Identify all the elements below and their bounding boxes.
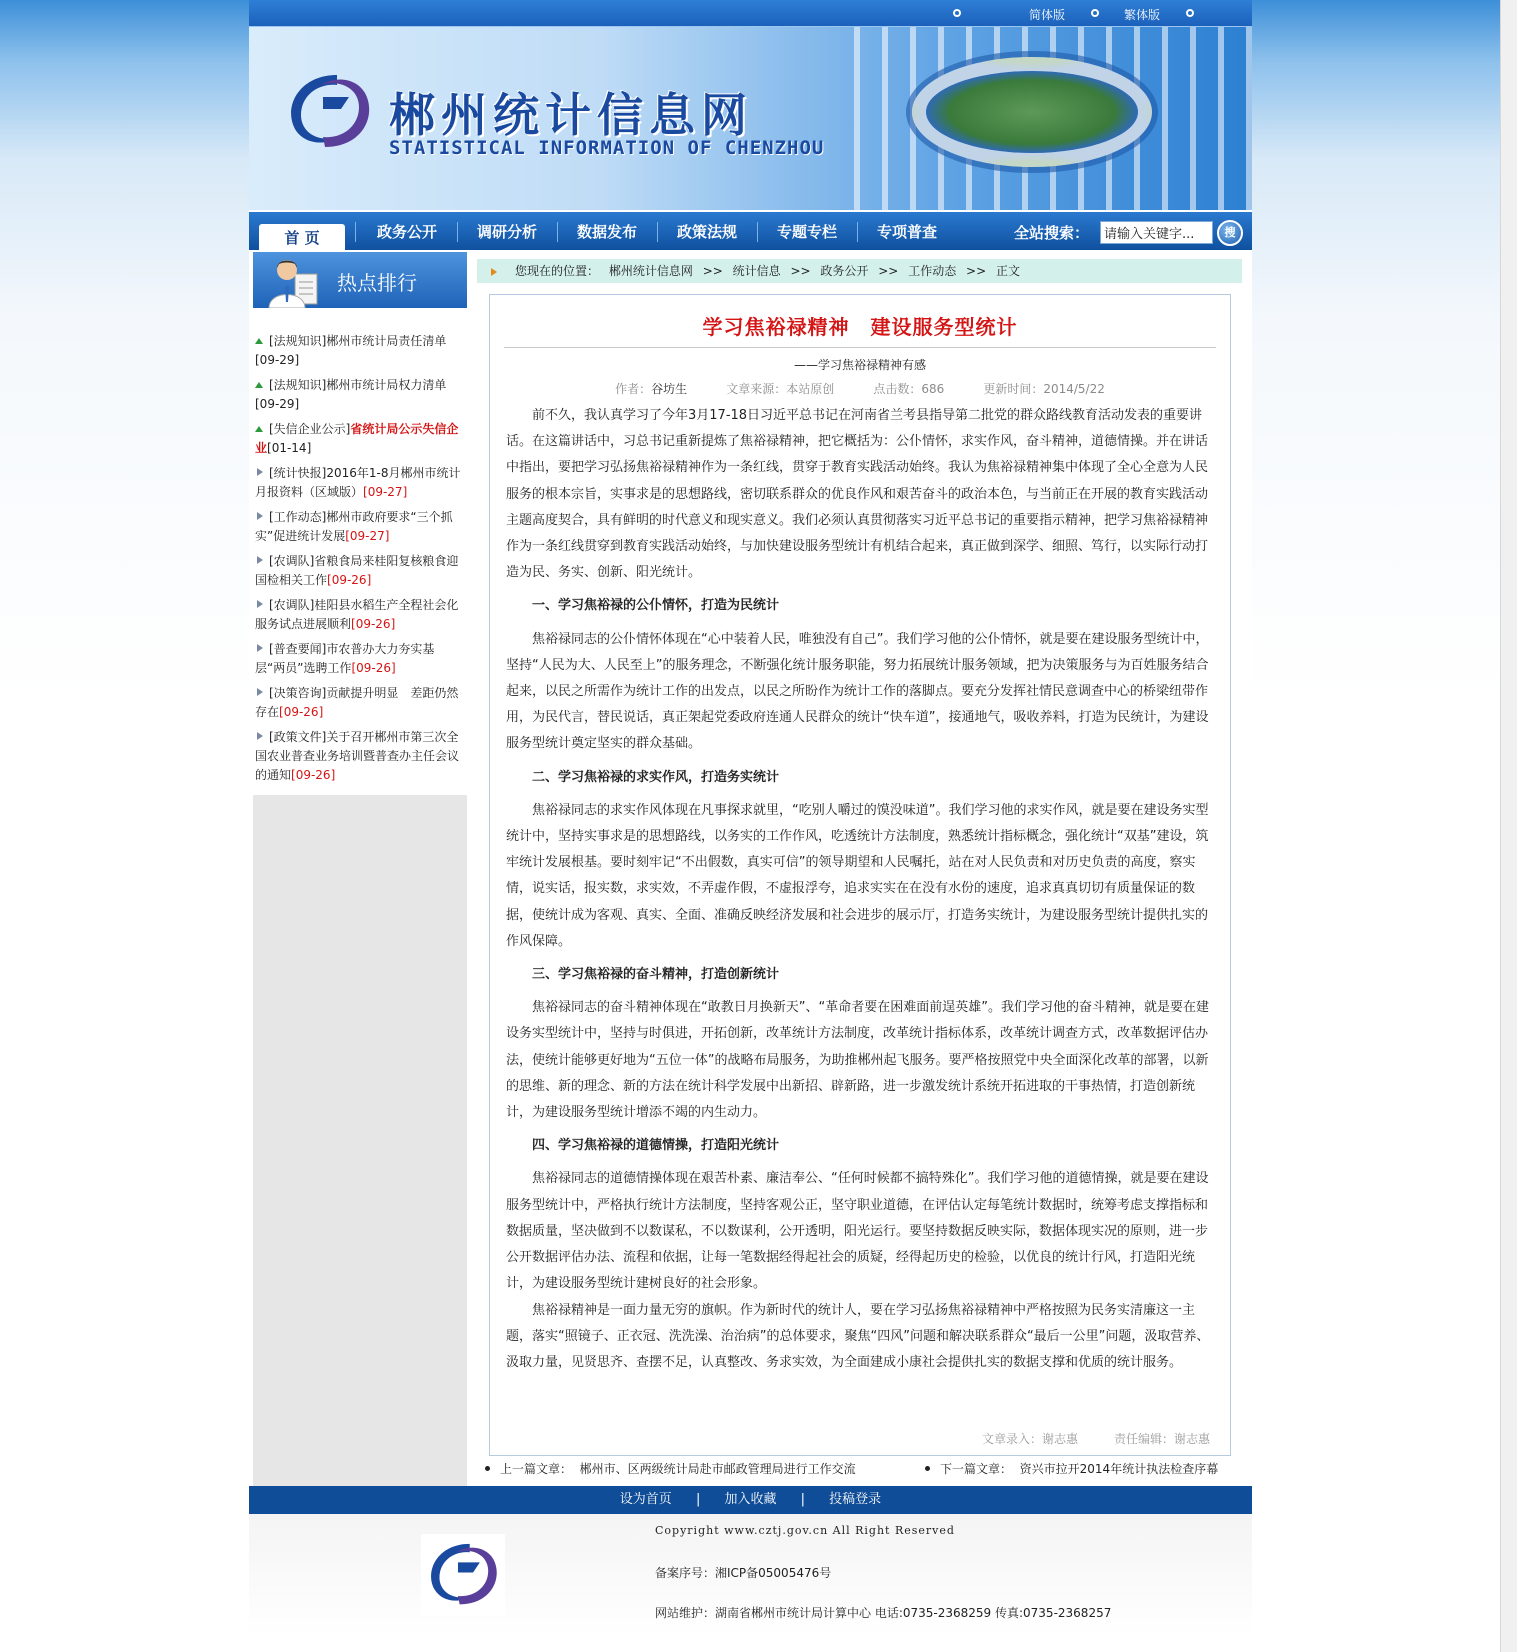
list-item[interactable]: [统计快报]2016年1-8月郴州市统计月报资料（区域版）[09-27] (255, 466, 461, 499)
simplified-link[interactable]: 简体版 (1029, 8, 1066, 22)
paragraph: 焦裕禄精神是一面力量无穷的旗帜。作为新时代的统计人，要在学习弘扬焦裕禄精神中严格按照为民务实清廉这一主题，落实“照镜子、正衣冠、洗洗澡、治治病”的总体要求，聚焦“四风”问题和解决联系群众“最后一公里”问题，汲取营养、汲取力量，见贤思齐、查摆不足，认真整改、务求实效，为全面建成小康社会提供扎实的数据支撑和优质的统计服务。 (506, 1302, 1210, 1370)
article-subtitle: ——学习焦裕禄精神有感 (793, 358, 926, 372)
right-arrow-icon (257, 644, 263, 652)
nav-divider (657, 222, 658, 242)
list-item[interactable]: [工作动态]郴州市政府要求“三个抓实”促进统计发展[09-27] (255, 510, 453, 543)
bullet-icon (1091, 9, 1099, 17)
nav-divider (757, 222, 758, 242)
list-item[interactable]: [农调队]省粮食局来桂阳复核粮食迎国检相关工作[09-26] (255, 554, 459, 587)
up-arrow-icon (255, 426, 263, 432)
arrow-icon (491, 268, 497, 276)
next-article[interactable]: 下一篇文章： 资兴市拉开2014年统计执法检查序幕 (925, 1460, 1218, 1477)
nav-divider (857, 222, 858, 242)
prev-article[interactable]: 上一篇文章： 郴州市、区两级统计局赴市邮政管理局进行工作交流 (485, 1460, 856, 1477)
hot-ranking-list (253, 308, 467, 795)
submit-login-link[interactable]: 投稿登录 (829, 1492, 882, 1507)
language-bar (249, 0, 1252, 27)
up-arrow-icon (255, 382, 263, 388)
right-arrow-icon (257, 732, 263, 740)
site-maintenance: 网站维护：湖南省郴州市统计局计算中心 电话:0735-2368259 传真:0735-2368257 (655, 1606, 1112, 1620)
section-heading: 四、学习焦裕禄的道德情操，打造阳光统计 (532, 1138, 780, 1154)
paragraph: 焦裕禄同志的求实作风体现在凡事探求就里，“吃别人嚼过的馍没味道”。我们学习他的求实作风，就是要在建设务实型统计中，坚持实事求是的思想路线，以务实的工作作风，吃透统计方法制度，熟悉统计指标概念，强化统计“双基”建设，筑牢统计发展根基。要时刻牢记“不出假数，真实可信”的领导期望和人民嘱托，站在对人民负责和对历史负责的高度，察实情，说实话，报实数，求实效，不弄虚作假，不虚报浮夸，追求实实在在没有水份的速度，追求真真切切有质量保证的数据，使统计成为客观、真实、全面、准确反映经济发展和社会进步的展示厅，打造务实统计，为建设服务型统计提供扎实的作风保障。 (506, 802, 1209, 949)
breadcrumb-gov-affairs[interactable]: 政务公开 (820, 264, 869, 278)
nav-home[interactable]: 首 页 (259, 224, 345, 252)
site-title: 郴州统计信息网 (389, 88, 753, 142)
breadcrumb-label: 您现在的位置： (515, 264, 600, 278)
section-heading: 二、学习焦裕禄的求实作风，打造务实统计 (532, 769, 780, 785)
site-logo-icon (279, 67, 379, 157)
bullet-icon (485, 1466, 490, 1471)
list-item[interactable]: [普查要闻]市农普办大力夯实基层“两员”选聘工作[09-26] (255, 642, 435, 675)
nav-census[interactable]: 专项普查 (876, 223, 937, 241)
stadium-image (912, 57, 1152, 167)
right-arrow-icon (257, 468, 263, 476)
footer-sep: | (800, 1492, 806, 1507)
bullet-icon (953, 9, 961, 17)
right-arrow-icon (257, 688, 263, 696)
up-arrow-icon (255, 338, 263, 344)
article-updated: 2014/5/22 (1043, 382, 1105, 396)
list-item[interactable]: [政策文件]关于召开郴州市第三次全国农业普查业务培训暨普查办主任会议的通知[09-26] (255, 730, 460, 782)
person-icon (267, 256, 321, 308)
bullet-icon (925, 1466, 930, 1471)
footer-sep: | (695, 1492, 701, 1507)
article (489, 294, 1231, 1456)
copyright: Copyright www.cztj.gov.cn All Right Reserved (655, 1524, 955, 1537)
article-body (490, 397, 1230, 1376)
breadcrumb (477, 259, 1242, 283)
article-meta: 作者：谷坊生 文章来源：本站原创 点击数：686 更新时间：2014/5/22 (615, 382, 1105, 396)
nav-policy-law[interactable]: 政策法规 (676, 223, 737, 241)
article-source: 本站原创 (786, 382, 835, 396)
nav-research-analysis[interactable]: 调研分析 (476, 223, 537, 241)
search-button[interactable]: 搜 (1217, 220, 1243, 246)
title-divider (504, 347, 1216, 348)
breadcrumb-sep: >> (790, 264, 811, 278)
article-author: 谷坊生 (651, 382, 688, 396)
add-favorite-link[interactable]: 加入收藏 (724, 1492, 777, 1507)
site-title-english: STATISTICAL INFORMATION OF CHENZHOU (389, 137, 825, 159)
page-container (249, 0, 1252, 1636)
right-arrow-icon (257, 512, 263, 520)
nav-divider (457, 222, 458, 242)
site-logo-icon (421, 1534, 505, 1616)
breadcrumb-sep: >> (878, 264, 899, 278)
main-nav (249, 210, 1252, 250)
article-title: 学习焦裕禄精神 建设服务型统计 (702, 315, 1018, 339)
list-item[interactable]: [农调队]桂阳县水稻生产全程社会化服务试点进展顺利[09-26] (255, 598, 459, 631)
nav-data-release[interactable]: 数据发布 (576, 223, 637, 241)
breadcrumb-stats-info[interactable]: 统计信息 (732, 264, 781, 278)
site-banner (249, 27, 1252, 210)
list-item[interactable]: [失信企业公示]省统计局公示失信企业[01-14] (255, 422, 459, 455)
breadcrumb-current: 正文 (995, 264, 1020, 278)
section-heading: 三、学习焦裕禄的奋斗精神，打造创新统计 (532, 967, 780, 983)
nav-divider (557, 222, 558, 242)
breadcrumb-sep: >> (966, 264, 987, 278)
article-editors: 文章录入：谢志惠 责任编辑：谢志惠 (981, 1432, 1210, 1446)
bullet-icon (1186, 9, 1194, 17)
paragraph: 焦裕禄同志的道德情操体现在艰苦朴素、廉洁奉公、“任何时候都不搞特殊化”。我们学习他的道德情操，就是要在建设服务型统计中，严格执行统计方法制度，坚持客观公正，坚守职业道德，在评估认定每笔统计数据时，统筹考虑支撑指标和数据质量，坚决做到不以数谋私，不以数谋利，公开透明，阳光运行。要坚持数据反映实际，数据体现实况的原则，进一步公开数据评估办法、流程和依据，让每一笔数据经得起社会的质疑，经得起历史的检验，以优良的统计行风，打造阳光统计，为建设服务型统计建树良好的社会形象。 (506, 1171, 1209, 1292)
list-item[interactable]: [法规知识]郴州市统计局权力清单[09-29] (255, 378, 447, 411)
left-sidebar (253, 252, 467, 1486)
nav-special-topics[interactable]: 专题专栏 (776, 223, 837, 241)
icp-number: 备案序号：湘ICP备05005476号 (655, 1566, 832, 1580)
search-input[interactable] (1100, 221, 1213, 244)
window-scrollbar[interactable] (1500, 0, 1517, 1652)
paragraph: 焦裕禄同志的公仆情怀体现在“心中装着人民，唯独没有自己”。我们学习他的公仆情怀，就是要在建设服务型统计中，坚持“人民为大、人民至上”的服务理念，不断强化统计服务职能，努力拓展统计服务领域，把为决策服务与为百姓服务结合起来，以民之所需作为统计工作的出发点，以民之所盼作为统计工作的落脚点。要充分发挥社情民意调查中心的桥梁纽带作用，为民代言，替民说话，真正架起党委政府连通人民群众的统计“快车道”，接通地气，吸收养料，打造为民统计，为建设服务型统计奠定坚实的群众基础。 (506, 631, 1209, 752)
right-arrow-icon (257, 600, 263, 608)
set-homepage-link[interactable]: 设为首页 (619, 1492, 672, 1507)
list-item[interactable]: [决策咨询]贡献提升明显 差距仍然存在[09-26] (255, 686, 459, 719)
paragraph: 焦裕禄同志的奋斗精神体现在“敢教日月换新天”、“革命者要在困难面前逞英雄”。我们学习他的奋斗精神，就是要在建设务实型统计中，坚持与时俱进，开拓创新，改革统计方法制度，改革统计指标体系，改革统计调查方式，改革数据评估办法，使统计能够更好地为“五位一体”的战略布局服务，为助推郴州起飞服务。要严格按照党中央全面深化改革的部署，以新的思维、新的理念、新的方法在统计科学发展中出新招、辟新路，进一步激发统计系统开拓进取的干事热情，打造创新统计，为建设服务型统计增添不竭的内生动力。 (506, 1000, 1209, 1121)
paragraph: 前不久，我认真学习了今年3月17-18日习近平总书记在河南省兰考县指导第二批党的群众路线教育活动发表的重要讲话。在这篇讲话中，习总书记重新提炼了焦裕禄精神，把它概括为：公仆情怀，求实作风，奋斗精神，道德情操。并在讲话中指出，要把学习弘扬焦裕禄精神作为一条红线，贯穿于教育实践活动始终。我认为焦裕禄精神集中体现了全心全意为人民服务的根本宗旨，实事求是的思想路线，密切联系群众的优良作风和艰苦奋斗的政治本色，与当前正在开展的教育实践活动主题高度契合，具有鲜明的时代意义和现实意义。我们必须认真贯彻落实习近平总书记的重要指示精神，把学习焦裕禄精神作为一条红线贯穿到教育实践活动始终，与加快建设服务型统计有机结合起来，真正做到深学、细照、笃行，以实际行动打造为民、务实、创新、阳光统计。 (506, 408, 1209, 581)
breadcrumb-home[interactable]: 郴州统计信息网 (608, 264, 693, 278)
footer-links (249, 1486, 1252, 1514)
breadcrumb-work-news[interactable]: 工作动态 (908, 264, 957, 278)
footer-logo (421, 1534, 505, 1616)
nav-divider (355, 222, 356, 242)
search-label: 全站搜索： (1014, 224, 1090, 242)
nav-government-affairs[interactable]: 政务公开 (376, 223, 437, 241)
hot-ranking-title: 热点排行 (337, 271, 417, 295)
article-clicks: 686 (921, 382, 945, 396)
traditional-link[interactable]: 繁体版 (1124, 8, 1161, 22)
right-arrow-icon (257, 556, 263, 564)
breadcrumb-sep: >> (702, 264, 723, 278)
hot-ranking-header (253, 252, 467, 308)
footer (249, 1514, 1252, 1636)
list-item[interactable]: [法规知识]郴州市统计局责任清单[09-29] (255, 334, 447, 367)
section-heading: 一、学习焦裕禄的公仆情怀，打造为民统计 (532, 598, 780, 614)
